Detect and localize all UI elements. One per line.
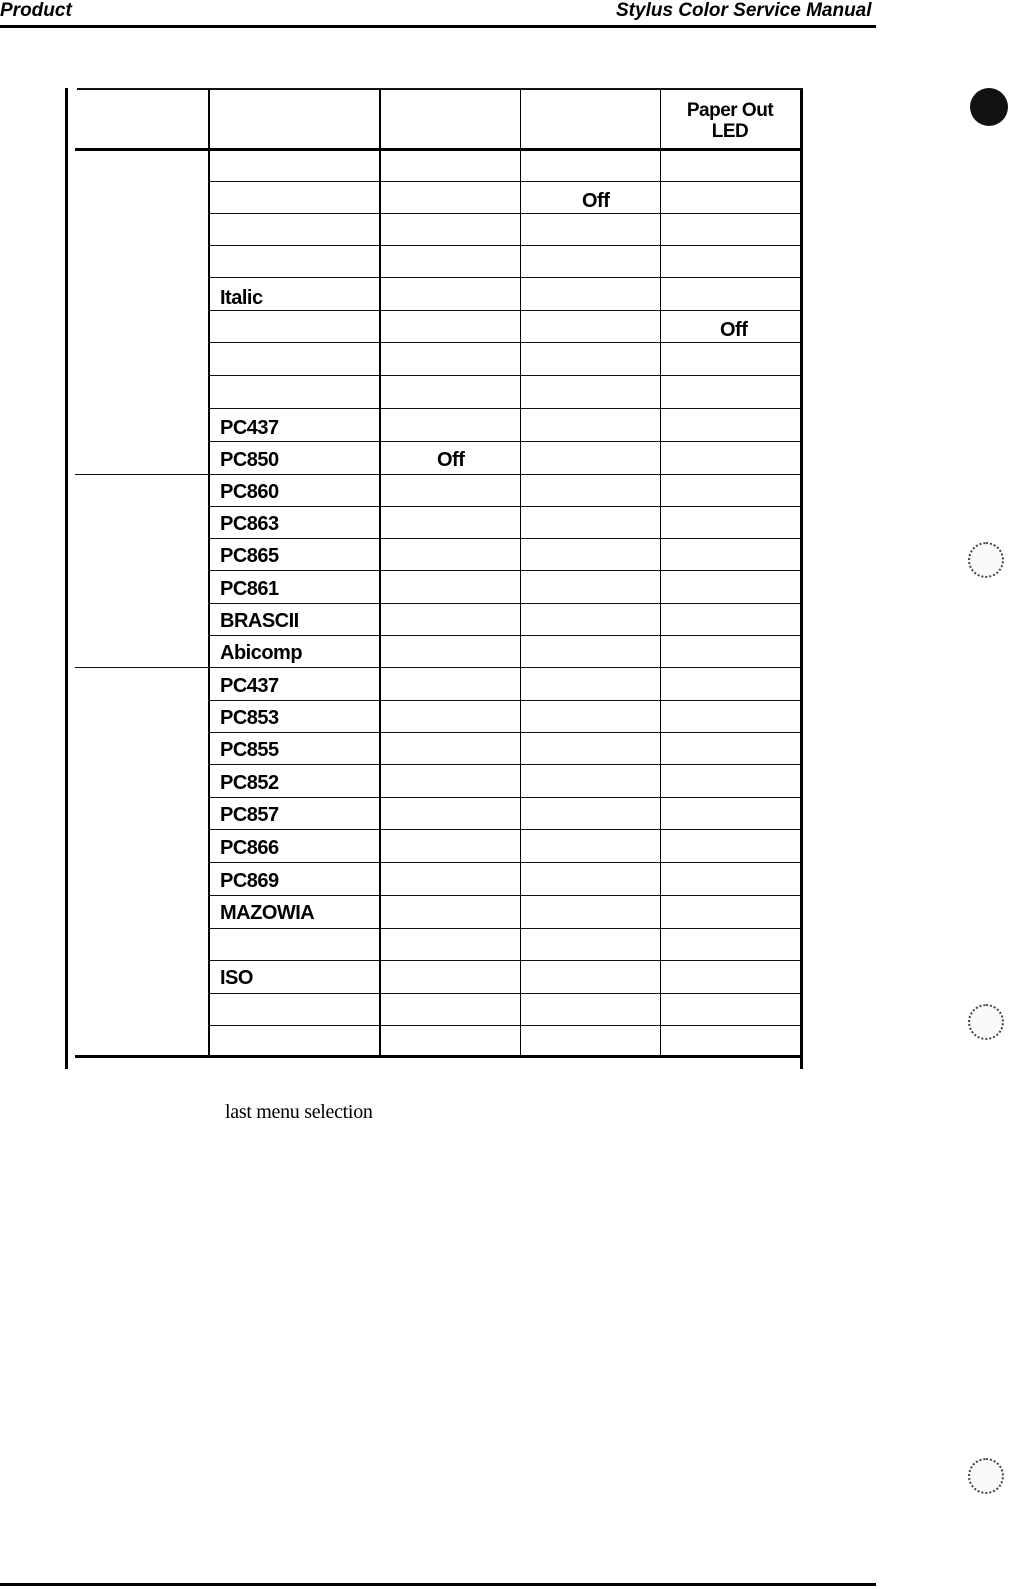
charset-label: PC869: [220, 870, 279, 892]
column-divider: [379, 90, 381, 1057]
charset-label: Abicomp: [220, 642, 303, 664]
header-separator: [75, 148, 800, 151]
table-border-left: [65, 88, 68, 1069]
row-rule: [208, 538, 800, 539]
row-rule: [208, 181, 800, 182]
row-rule: [208, 667, 800, 668]
charset-label: BRASCII: [220, 610, 299, 632]
charset-label: PC850: [220, 449, 279, 471]
group-separator: [75, 667, 208, 668]
row-rule: [208, 474, 800, 475]
row-rule: [208, 635, 800, 636]
row-rule: [208, 342, 800, 343]
cell-off: Off: [720, 319, 748, 341]
charset-label: ISO: [220, 967, 253, 989]
row-rule: [208, 1025, 800, 1026]
row-rule: [208, 764, 800, 765]
charset-label: PC437: [220, 417, 279, 439]
row-rule: [208, 375, 800, 376]
charset-label: PC437: [220, 675, 279, 697]
header-product: Product: [0, 0, 72, 21]
row-rule: [208, 310, 800, 311]
cell-off: Off: [582, 190, 610, 212]
charset-label: PC861: [220, 578, 279, 600]
row-rule: [208, 797, 800, 798]
charset-label: MAZOWIA: [220, 902, 315, 924]
row-rule: [208, 829, 800, 830]
row-rule: [208, 928, 800, 929]
footer-rule: [0, 1583, 876, 1586]
punch-hole-icon: [968, 1458, 1004, 1494]
row-rule: [208, 603, 800, 604]
row-rule: [208, 993, 800, 994]
header-rule: [0, 25, 876, 28]
charset-label: PC865: [220, 545, 279, 567]
group-separator: [75, 474, 208, 475]
row-rule: [208, 245, 800, 246]
charset-label: PC863: [220, 513, 279, 535]
column-header-line: LED: [711, 121, 749, 142]
table-bottom-rule: [75, 1055, 803, 1058]
table-top-rule: [77, 88, 803, 90]
row-rule: [208, 862, 800, 863]
charset-label: PC857: [220, 804, 279, 826]
charset-label: PC852: [220, 772, 279, 794]
row-rule: [208, 570, 800, 571]
header-manual-title: Stylus Color Service Manual: [616, 0, 872, 21]
row-rule: [208, 441, 800, 442]
punch-hole-icon: [968, 542, 1004, 578]
row-rule: [208, 895, 800, 896]
charset-label: PC853: [220, 707, 279, 729]
punch-hole-icon: [968, 1004, 1004, 1040]
row-rule: [208, 960, 800, 961]
row-rule: [208, 700, 800, 701]
column-divider: [660, 90, 661, 1057]
cell-off: Off: [437, 449, 465, 471]
row-rule: [208, 506, 800, 507]
row-rule: [208, 408, 800, 409]
column-divider: [208, 90, 210, 1057]
charset-label: PC866: [220, 837, 279, 859]
footnote-text: last menu selection: [225, 1101, 373, 1123]
row-rule: [208, 277, 800, 278]
punch-hole-icon: [970, 88, 1008, 126]
column-divider: [520, 90, 521, 1057]
row-rule: [208, 732, 800, 733]
column-header-paper-out-led: [680, 100, 780, 142]
table-border-right: [800, 88, 803, 1069]
charset-label: PC860: [220, 481, 279, 503]
row-rule: [208, 213, 800, 214]
panel-settings-table: [65, 88, 813, 1069]
charset-label: PC855: [220, 739, 279, 761]
column-header-line: Paper Out: [686, 100, 774, 121]
charset-label: Italic: [220, 287, 263, 309]
